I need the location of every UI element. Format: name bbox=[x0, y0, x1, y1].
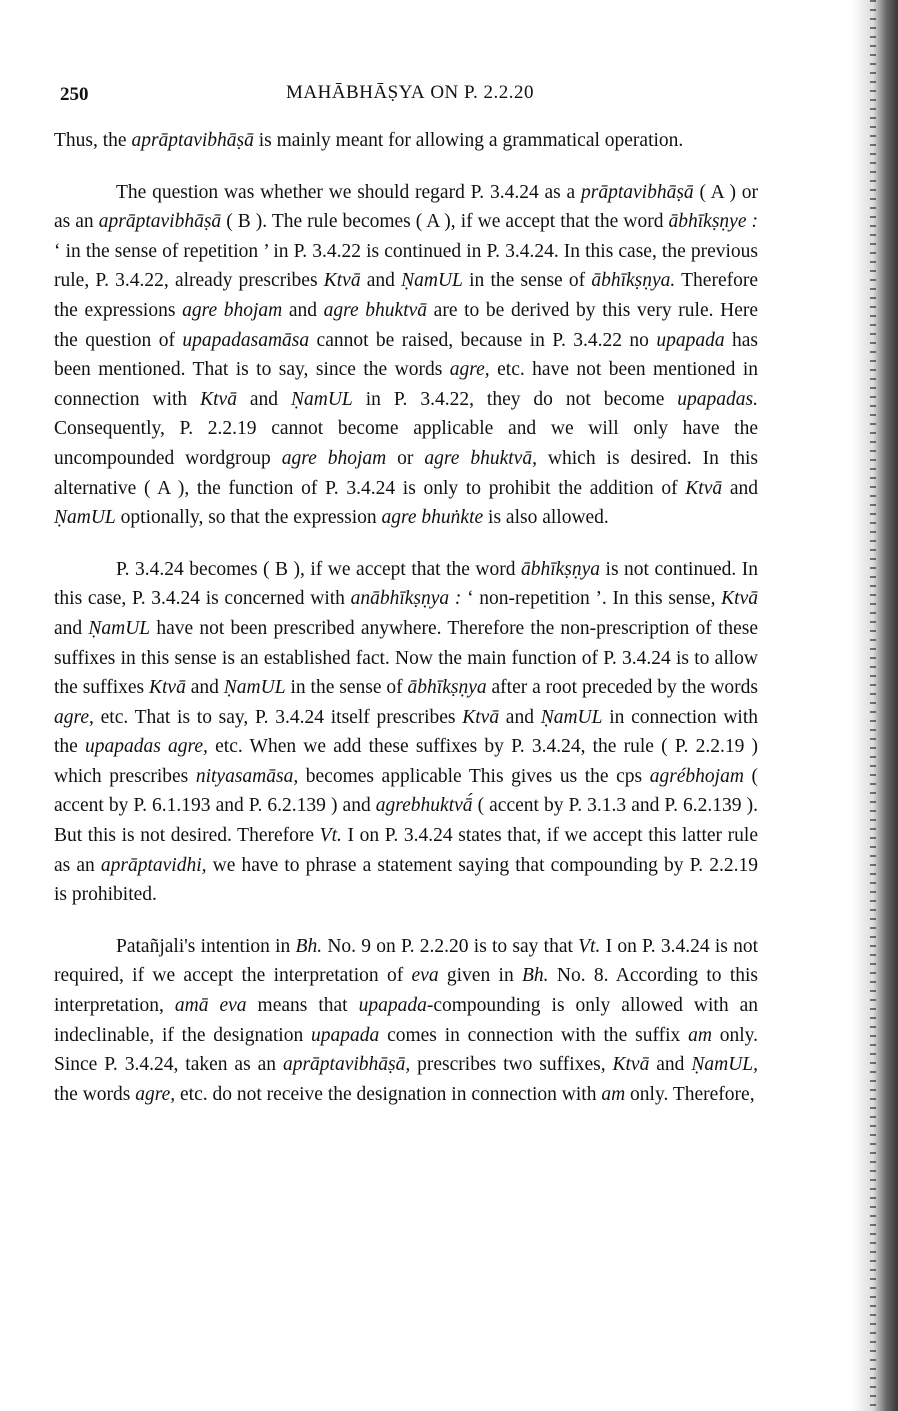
italic-term: agre, bbox=[135, 1083, 176, 1105]
running-head-on: ON bbox=[430, 82, 459, 103]
italic-term: Ktvā bbox=[200, 388, 237, 410]
italic-term: ṆamUL, bbox=[691, 1054, 759, 1076]
italic-term: agre bhuktvā bbox=[323, 299, 428, 321]
italic-term: agre, bbox=[54, 706, 94, 728]
italic-term: agre bhuṅkte bbox=[381, 507, 484, 529]
italic-term: agrébhojam bbox=[649, 765, 744, 787]
italic-term: ṆamUL bbox=[88, 617, 151, 639]
body-text bbox=[54, 126, 758, 1109]
italic-term: aprāptavibhāṣā bbox=[131, 130, 254, 151]
italic-term: upapadas. bbox=[677, 388, 759, 410]
italic-term: Vt. bbox=[319, 825, 342, 847]
italic-term: ṆamUL bbox=[223, 677, 286, 699]
italic-term: Ktvā bbox=[462, 706, 500, 728]
italic-term: amā eva bbox=[174, 995, 247, 1017]
paragraph: The question was whether we should regard P. 3.4.24 as a prāptavibhāṣā ( A ) or as an aprāptavibhāṣā ( B ). The rule becomes ( A ), if we accept that the word ābhīkṣṇye : ‘ in the sense of repetition ’ in P. 3.4.22 is continued in P. 3.4.24. In this case, the previous rule, P. 3.4.22, already prescribes Ktvā and ṆamUL in the sense of ābhīkṣṇya. Therefore the expressions agre bhojam and agre bhuktvā are to be derived by this very rule. Here the question of upapadasamāsa cannot be raised, because in P. 3.4.22 no upapada has been mentioned. That is to say, since the words agre, etc. have not been mentioned in connection with Ktvā and ṆamUL in P. 3.4.22, they do not become upapadas. Consequently, P. 2.2.19 cannot become applicable and we will only have the uncompounded wordgroup agre bhojam or agre bhuktvā, which is desired. In this alternative ( A ), the function of P. 3.4.24 is only to prohibit the addition of Ktvā and ṆamUL optionally, so that the expression agre bhuṅkte is also allowed. bbox=[54, 181, 759, 529]
italic-term: Ktvā bbox=[323, 270, 361, 292]
paragraph: Thus, the aprāptavibhāṣā is mainly meant for allowing a grammatical operation. bbox=[54, 130, 684, 151]
running-head-ref: P. 2.2.20 bbox=[464, 82, 534, 103]
italic-term: ṆamUL bbox=[291, 388, 353, 410]
italic-term: ābhīkṣṇye : bbox=[668, 211, 759, 233]
italic-term: anābhīkṣṇya : bbox=[350, 588, 462, 610]
italic-term: Bh. bbox=[295, 935, 323, 957]
italic-term: agre bhojam bbox=[281, 447, 387, 469]
italic-term: ṆamUL bbox=[54, 507, 116, 529]
italic-term: Ktvā bbox=[721, 588, 758, 610]
italic-term: agre bhojam bbox=[182, 299, 283, 321]
page-number: 250 bbox=[60, 84, 89, 105]
italic-term: aprāptavibhāṣā, bbox=[282, 1054, 411, 1076]
page-header bbox=[60, 82, 830, 112]
italic-term: ābhīkṣṇya bbox=[407, 677, 487, 699]
italic-term: Vt. bbox=[578, 935, 601, 957]
italic-term: Ktvā bbox=[149, 677, 186, 699]
page-edge-specks bbox=[870, 0, 876, 1411]
italic-term: am bbox=[688, 1024, 712, 1046]
italic-term: ābhīkṣṇya bbox=[520, 558, 601, 580]
italic-term: upapadas agre, bbox=[85, 736, 208, 758]
italic-term: ābhīkṣṇya. bbox=[591, 270, 676, 292]
italic-term: aprāptavidhi, bbox=[100, 854, 207, 876]
italic-term: agre, bbox=[449, 359, 490, 381]
italic-term: agre bhuktvā, bbox=[424, 447, 537, 469]
italic-term: upapada bbox=[311, 1024, 380, 1046]
italic-term: agrebhuktvā́ bbox=[375, 795, 473, 817]
italic-term: upapada bbox=[656, 329, 725, 351]
running-head bbox=[286, 82, 534, 104]
italic-term: eva bbox=[411, 965, 439, 987]
italic-term: am bbox=[601, 1083, 626, 1105]
italic-term: Bh. bbox=[522, 965, 549, 987]
italic-term: ṆamUL bbox=[540, 706, 603, 728]
italic-term: prāptavibhāṣā bbox=[580, 181, 694, 203]
paragraph: Patañjali's intention in Bh. No. 9 on P. 2.2.20 is to say that Vt. I on P. 3.4.24 is not required, if we accept the interpretation of eva given in Bh. No. 8. According to this interpretation, amā eva means that upapada-compounding is only allowed with an indeclinable, if the designation upapada comes in connection with the suffix am only. Since P. 3.4.24, taken as an aprāptavibhāṣā, prescribes two suffixes, Ktvā and ṆamUL, the words agre, etc. do not receive the designation in connection with am only. Therefore, bbox=[54, 935, 759, 1105]
paragraph: P. 3.4.24 becomes ( B ), if we accept that the word ābhīkṣṇya is not continued. In this case, P. 3.4.24 is concerned with anābhīkṣṇya : ‘ non-repetition ’. In this sense, Ktvā and ṆamUL have not been prescribed anywhere. Therefore the non-prescription of these suffixes in this sense is an established fact. Now the main function of P. 3.4.24 is to allow the suffixes Ktvā and ṆamUL in the sense of ābhīkṣṇya after a root preceded by the words agre, etc. That is to say, P. 3.4.24 itself prescribes Ktvā and ṆamUL in connection with the upapadas agre, etc. When we add these suffixes by P. 3.4.24, the rule ( P. 2.2.19 ) which prescribes nityasamāsa, becomes applicable This gives us the cps agrébhojam ( accent by P. 6.1.193 and P. 6.2.139 ) and agrebhuktvā́ ( accent by P. 3.1.3 and P. 6.2.139 ). But this is not desired. Therefore Vt. I on P. 3.4.24 states that, if we accept this latter rule as an aprāptavidhi, we have to phrase a statement saying that compounding by P. 2.2.19 is prohibited. bbox=[54, 558, 759, 906]
italic-term: upapada bbox=[358, 995, 427, 1017]
italic-term: aprāptavibhāṣā bbox=[98, 211, 222, 233]
italic-term: Ktvā bbox=[685, 477, 723, 499]
italic-term: upapadasamāsa bbox=[182, 329, 310, 351]
italic-term: Ktvā bbox=[612, 1054, 650, 1076]
italic-term: ṆamUL bbox=[401, 270, 463, 292]
running-head-title: MAHĀBHĀṢYA bbox=[286, 82, 426, 103]
italic-term: nityasamāsa, bbox=[195, 765, 299, 787]
